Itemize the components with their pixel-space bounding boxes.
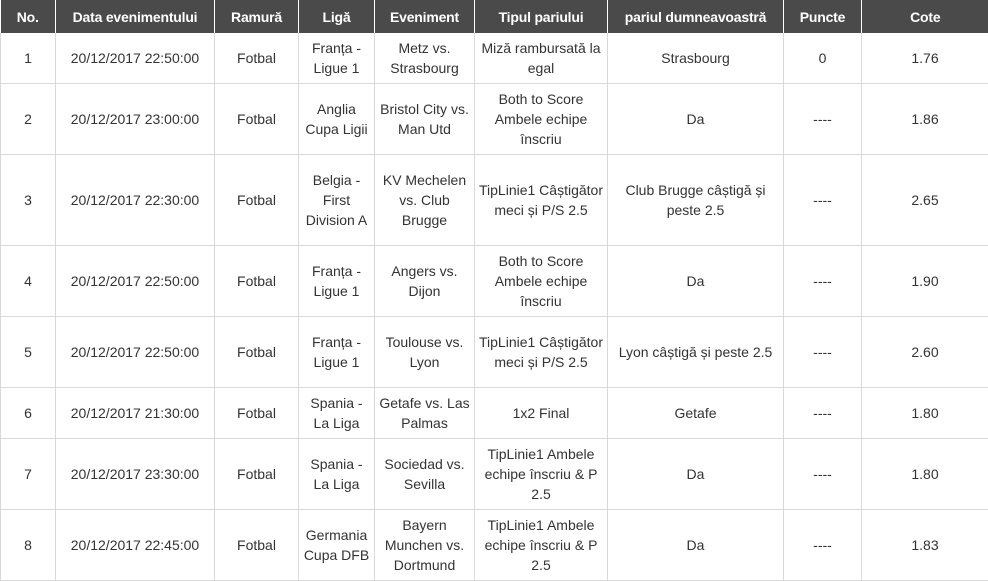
cell-bet-type: TipLinie1 Câștigător meci și P/S 2.5 [475, 155, 608, 246]
cell-sport: Fotbal [215, 388, 299, 439]
table-row [1, 317, 988, 388]
cell-date: 20/12/2017 21:30:00 [56, 388, 215, 439]
cell-date: 20/12/2017 22:50:00 [56, 246, 215, 317]
cell-sport: Fotbal [215, 155, 299, 246]
cell-event: Getafe vs. Las Palmas [375, 388, 475, 439]
cell-bet-type: Both to Score Ambele echipe înscriu [475, 84, 608, 155]
cell-odds: 1.80 [862, 439, 988, 510]
cell-points: ---- [784, 388, 862, 439]
table-row [1, 439, 988, 510]
cell-sport: Fotbal [215, 510, 299, 581]
cell-odds: 1.80 [862, 388, 988, 439]
cell-odds: 1.86 [862, 84, 988, 155]
cell-event: KV Mechelen vs. Club Brugge [375, 155, 475, 246]
cell-league: Spania - La Liga [299, 439, 375, 510]
cell-no: 2 [1, 84, 56, 155]
table-row [1, 510, 988, 581]
column-header-your-bet: pariul dumneavoastră [608, 0, 784, 33]
table-row [1, 84, 988, 155]
cell-sport: Fotbal [215, 439, 299, 510]
cell-your-bet: Strasbourg [608, 33, 784, 84]
cell-odds: 2.65 [862, 155, 988, 246]
cell-league: Belgia - First Division A [299, 155, 375, 246]
cell-sport: Fotbal [215, 33, 299, 84]
cell-sport: Fotbal [215, 84, 299, 155]
cell-your-bet: Da [608, 439, 784, 510]
cell-your-bet: Getafe [608, 388, 784, 439]
cell-no: 1 [1, 33, 56, 84]
cell-league: Anglia Cupa Ligii [299, 84, 375, 155]
cell-your-bet: Da [608, 510, 784, 581]
cell-event: Bayern Munchen vs. Dortmund [375, 510, 475, 581]
cell-no: 7 [1, 439, 56, 510]
cell-your-bet: Da [608, 84, 784, 155]
cell-league: Franța - Ligue 1 [299, 317, 375, 388]
column-header-points: Puncte [784, 0, 862, 33]
cell-bet-type: TipLinie1 Ambele echipe înscriu & P 2.5 [475, 510, 608, 581]
cell-date: 20/12/2017 23:00:00 [56, 84, 215, 155]
cell-event: Bristol City vs. Man Utd [375, 84, 475, 155]
cell-points: ---- [784, 317, 862, 388]
column-header-date: Data evenimentului [56, 0, 215, 33]
table-header-row [1, 0, 988, 33]
cell-no: 8 [1, 510, 56, 581]
cell-bet-type: Miză rambursată la egal [475, 33, 608, 84]
cell-odds: 1.83 [862, 510, 988, 581]
cell-no: 5 [1, 317, 56, 388]
cell-event: Metz vs. Strasbourg [375, 33, 475, 84]
cell-odds: 1.90 [862, 246, 988, 317]
table-row [1, 246, 988, 317]
cell-date: 20/12/2017 23:30:00 [56, 439, 215, 510]
cell-league: Franța - Ligue 1 [299, 33, 375, 84]
cell-event: Angers vs. Dijon [375, 246, 475, 317]
cell-event: Sociedad vs. Sevilla [375, 439, 475, 510]
cell-points: ---- [784, 155, 862, 246]
cell-sport: Fotbal [215, 246, 299, 317]
cell-points: ---- [784, 84, 862, 155]
table-row [1, 155, 988, 246]
column-header-bet-type: Tipul pariului [475, 0, 608, 33]
cell-points: ---- [784, 246, 862, 317]
cell-points: 0 [784, 33, 862, 84]
column-header-event: Eveniment [375, 0, 475, 33]
column-header-league: Ligă [299, 0, 375, 33]
cell-no: 4 [1, 246, 56, 317]
column-header-no: No. [1, 0, 56, 33]
cell-your-bet: Lyon câștigă și peste 2.5 [608, 317, 784, 388]
cell-league: Franța - Ligue 1 [299, 246, 375, 317]
column-header-odds: Cote [862, 0, 988, 33]
cell-sport: Fotbal [215, 317, 299, 388]
cell-league: Germania Cupa DFB [299, 510, 375, 581]
cell-date: 20/12/2017 22:50:00 [56, 33, 215, 84]
cell-date: 20/12/2017 22:30:00 [56, 155, 215, 246]
cell-date: 20/12/2017 22:45:00 [56, 510, 215, 581]
cell-event: Toulouse vs. Lyon [375, 317, 475, 388]
cell-date: 20/12/2017 22:50:00 [56, 317, 215, 388]
cell-bet-type: 1x2 Final [475, 388, 608, 439]
cell-points: ---- [784, 510, 862, 581]
cell-your-bet: Club Brugge câștigă și peste 2.5 [608, 155, 784, 246]
cell-no: 3 [1, 155, 56, 246]
cell-no: 6 [1, 388, 56, 439]
column-header-sport: Ramură [215, 0, 299, 33]
cell-odds: 2.60 [862, 317, 988, 388]
table-row [1, 388, 988, 439]
cell-bet-type: TipLinie1 Ambele echipe înscriu & P 2.5 [475, 439, 608, 510]
cell-league: Spania - La Liga [299, 388, 375, 439]
cell-points: ---- [784, 439, 862, 510]
table-row [1, 33, 988, 84]
cell-odds: 1.76 [862, 33, 988, 84]
cell-bet-type: TipLinie1 Câștigător meci și P/S 2.5 [475, 317, 608, 388]
cell-your-bet: Da [608, 246, 784, 317]
cell-bet-type: Both to Score Ambele echipe înscriu [475, 246, 608, 317]
